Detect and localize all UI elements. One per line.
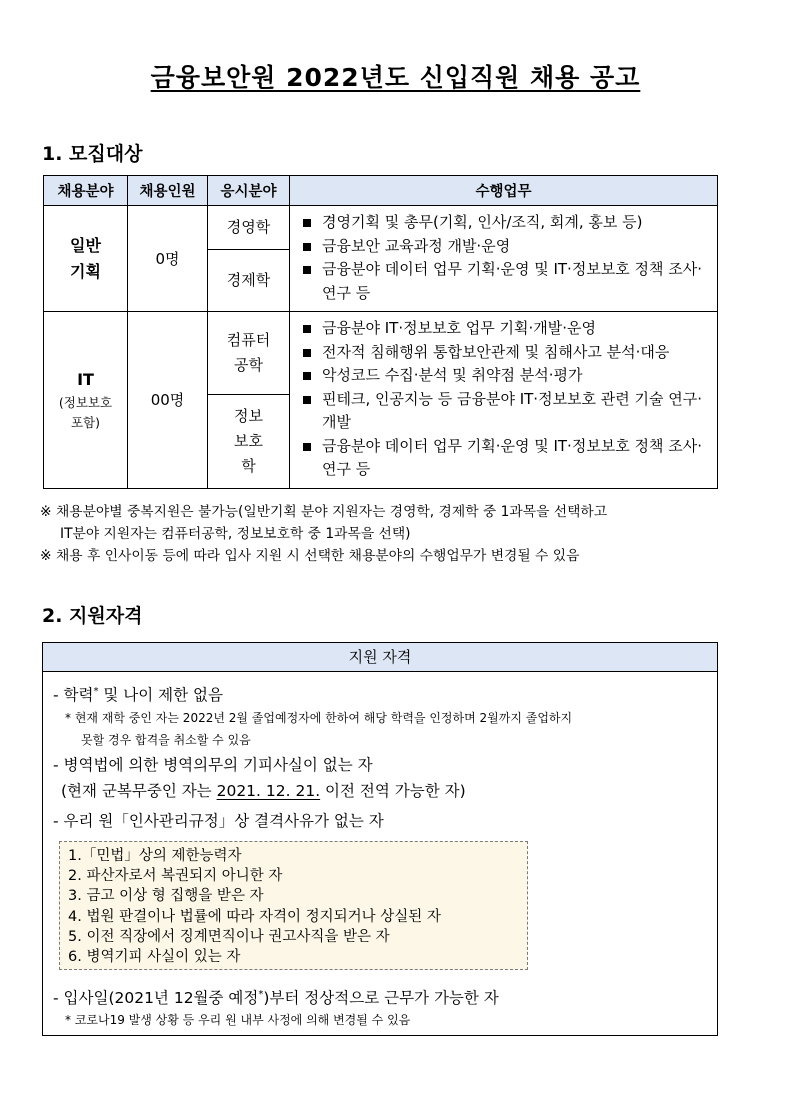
qualifications-box [42,642,718,1036]
major-economics: 경제학 [208,250,290,312]
header-field: 채용분야 [44,176,128,206]
duties-it [290,312,718,489]
duties-general [290,206,718,312]
major-computer: 컴퓨터 공학 [208,312,290,395]
req-military-note: (현재 군복무중인 자는 2021. 12. 21. 이전 전역 가능한 자) [61,782,466,800]
page-title: 금융보안원 2022년도 신입직원 채용 공고 [150,63,641,92]
list-item: 금융분야 IT·정보보호 업무 기획·개발·운영 [300,317,711,341]
list-item: 악성코드 수집·분석 및 취약점 분석·평가 [300,364,711,388]
section-heading-qualifications: 2. 지원자격 [42,605,143,627]
section-heading-recruitment: 1. 모집대상 [42,143,143,165]
note-line: ※ 채용분야별 중복지원은 불가능(일반기획 분야 지원자는 경영학, 경제학 중 1과목을 선택하고 [40,504,608,520]
req-education: - 학력* 및 나이 제한 없음 [53,686,223,705]
count-it: 00명 [128,312,208,489]
disqualification-list [59,841,528,970]
list-item: 핀테크, 인공지능 등 금융분야 IT·정보보호 관련 기술 연구·개발 [300,388,711,435]
header-count: 채용인원 [128,176,208,206]
table-row [44,206,718,250]
list-item: 금융분야 데이터 업무 기획·운영 및 IT·정보보호 정책 조사·연구 등 [300,435,711,482]
req-military: - 병역법에 의한 병역의무의 기피사실이 없는 자 [53,756,373,774]
notes [40,501,730,567]
field-general: 일반 기획 [44,206,128,312]
recruitment-table [43,175,718,489]
list-item: 5. 이전 직장에서 징계면직이나 권고사직을 받은 자 [68,928,390,945]
list-item: 4. 법원 판결이나 법률에 따라 자격이 정지되거나 상실된 자 [68,908,441,925]
list-item: 1.「민법」상의 제한능력자 [68,848,242,864]
major-infosec: 정보 보호학 [208,395,290,488]
list-item: 금융보안 교육과정 개발·운영 [300,235,711,259]
header-major: 응시분야 [208,176,290,206]
list-item: 3. 금고 이상 형 집행을 받은 자 [68,888,264,905]
major-business: 경영학 [208,206,290,250]
req-regulation: - 우리 원「인사관리규정」상 결격사유가 없는 자 [53,812,384,830]
list-item: 2. 파산자로서 복권되지 아니한 자 [68,868,283,885]
header-duties: 수행업무 [290,176,718,206]
list-item: 금융분야 데이터 업무 기획·운영 및 IT·정보보호 정책 조사·연구 등 [300,258,711,305]
box-title: 지원 자격 [43,643,717,672]
field-it-sub: (정보보호 포함) [58,394,113,430]
field-it: IT (정보보호 포함) [44,312,128,489]
req-start-date-note: * 코로나19 발생 상황 등 우리 원 내부 사정에 의해 변경될 수 있음 [65,1013,411,1027]
table-header-row [44,176,718,206]
req-education-note: * 현재 재학 중인 자는 2022년 2월 졸업예정자에 한하여 해당 학력을 인정하며 2월까지 졸업하지 못할 경우 합격을 취소할 수 있음 [65,711,573,747]
table-row [44,312,718,395]
req-start-date: - 입사일(2021년 12월중 예정*)부터 정상적으로 근무가 가능한 자 [53,989,499,1008]
list-item: 전자적 침해행위 통합보안관제 및 침해사고 분석·대응 [300,341,711,365]
note-line: IT분야 지원자는 컴퓨터공학, 정보보호학 중 1과목을 선택) [60,526,411,542]
note-line: ※ 채용 후 인사이동 등에 따라 입사 지원 시 선택한 채용분야의 수행업무가 변경될 수 있음 [40,548,580,564]
count-general: 0명 [128,206,208,312]
list-item: 경영기획 및 총무(기획, 인사/조직, 회계, 홍보 등) [300,211,711,235]
list-item: 6. 병역기피 사실이 있는 자 [68,949,241,966]
